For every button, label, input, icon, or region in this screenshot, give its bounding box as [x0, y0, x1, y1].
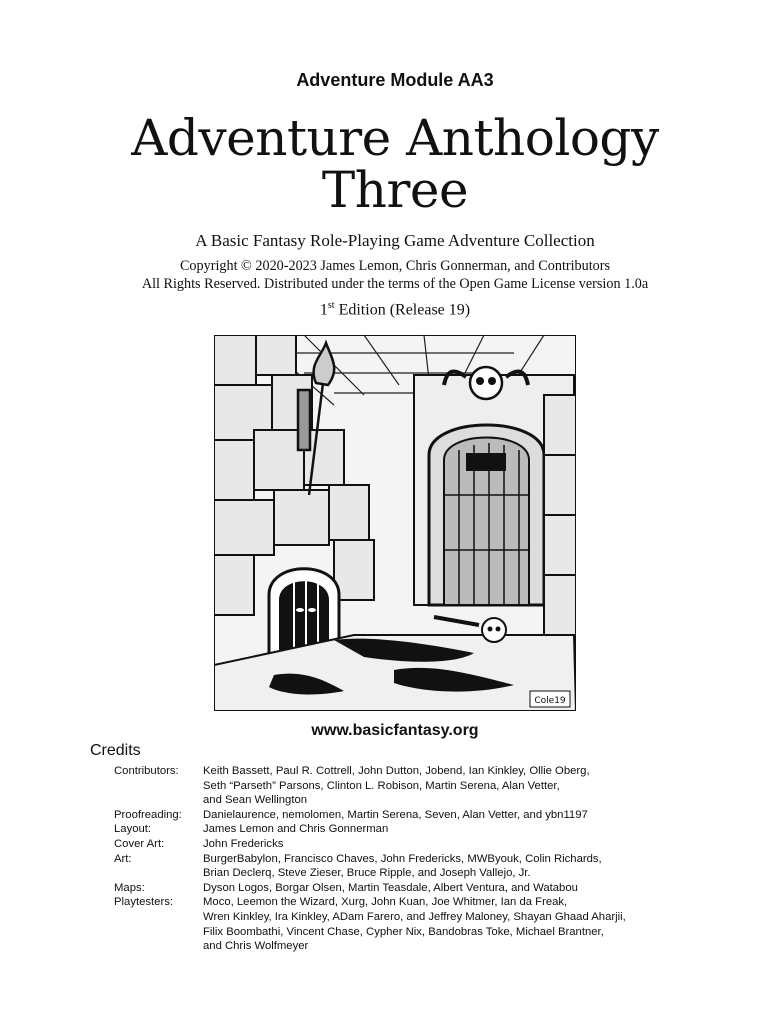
edition-ordinal: st: [327, 300, 335, 311]
credits-label: Art:: [114, 852, 132, 865]
art-signature: Cole19: [534, 696, 566, 706]
credits-line: Keith Bassett, Paul R. Cottrell, John Dutton, Jobend, Ian Kinkley, Ollie Oberg,: [203, 765, 590, 777]
credits-label: Layout:: [114, 823, 152, 836]
credits-line: John Fredericks: [203, 837, 284, 850]
credits-row: [0, 837, 768, 852]
credits-heading: Credits: [90, 742, 141, 759]
credits-row: [0, 881, 768, 896]
credits-line: Filix Boombathi, Vincent Chase, Cypher Nix, Bandobras Toke, Michael Brantner,: [203, 925, 604, 938]
credits-row: [0, 808, 768, 823]
cover-illustration: [214, 335, 576, 711]
credits-line: James Lemon and Chris Gonnerman: [203, 823, 389, 836]
credits-value: [203, 808, 763, 823]
credits-list: [0, 764, 768, 954]
credits-line: Seth “Parseth” Parsons, Clinton L. Robison, Martin Serena, Alan Vetter,: [203, 779, 560, 792]
edition-number: 1: [319, 301, 328, 319]
credits-value: [203, 837, 763, 852]
credits-label: Proofreading:: [114, 808, 182, 821]
credits-row: [0, 895, 768, 953]
credits-line: and Sean Wellington: [203, 794, 308, 807]
credits-label: Cover Art:: [114, 837, 165, 850]
credits-line: BurgerBabylon, Francisco Chaves, John Fredericks, MWByouk, Colin Richards,: [203, 852, 602, 865]
title-line-2: Three: [321, 161, 469, 219]
credits-line: Wren Kinkley, Ira Kinkley, ADam Farero, and Jeffrey Maloney, Shayan Ghaad Aharjii,: [203, 910, 626, 923]
credits-line: Dyson Logos, Borgar Olsen, Martin Teasdale, Albert Ventura, and Watabou: [203, 881, 578, 894]
title-line-1: Adventure Anthology: [131, 109, 659, 167]
copyright-line: Copyright © 2020-2023 James Lemon, Chris Gonnerman, and Contributors: [179, 258, 611, 274]
edition-line: [0, 300, 768, 319]
credits-label: Maps:: [114, 881, 145, 894]
rights-line: All Rights Reserved. Distributed under the terms of the Open Game License version 1.0a: [141, 276, 649, 292]
credits-line: Brian Declerq, Steve Zieser, Bruce Ripple, and Joseph Vallejo, Jr.: [203, 867, 531, 880]
credits-row: [0, 852, 768, 881]
credits-value: [203, 764, 763, 808]
subtitle: A Basic Fantasy Role-Playing Game Adventure Collection: [195, 231, 595, 250]
credits-label: Playtesters:: [114, 896, 174, 909]
credits-value: [203, 822, 763, 837]
edition-text: Edition (Release 19): [334, 301, 471, 319]
credits-row: [0, 822, 768, 837]
credits-value: [203, 881, 763, 896]
credits-value: [203, 852, 763, 881]
credits-label: Contributors:: [114, 765, 179, 777]
website-url[interactable]: www.basicfantasy.org: [311, 722, 479, 739]
credits-line: and Chris Wolfmeyer: [203, 940, 309, 953]
credits-line: Danielaurence, nemolomen, Martin Serena, Seven, Alan Vetter, and ybn1197: [203, 808, 588, 821]
credits-row: [0, 764, 768, 808]
module-label: Adventure Module AA3: [296, 70, 494, 90]
credits-line: Moco, Leemon the Wizard, Xurg, John Kuan, Joe Whitmer, Ian da Freak,: [203, 896, 568, 909]
credits-value: [203, 895, 763, 953]
